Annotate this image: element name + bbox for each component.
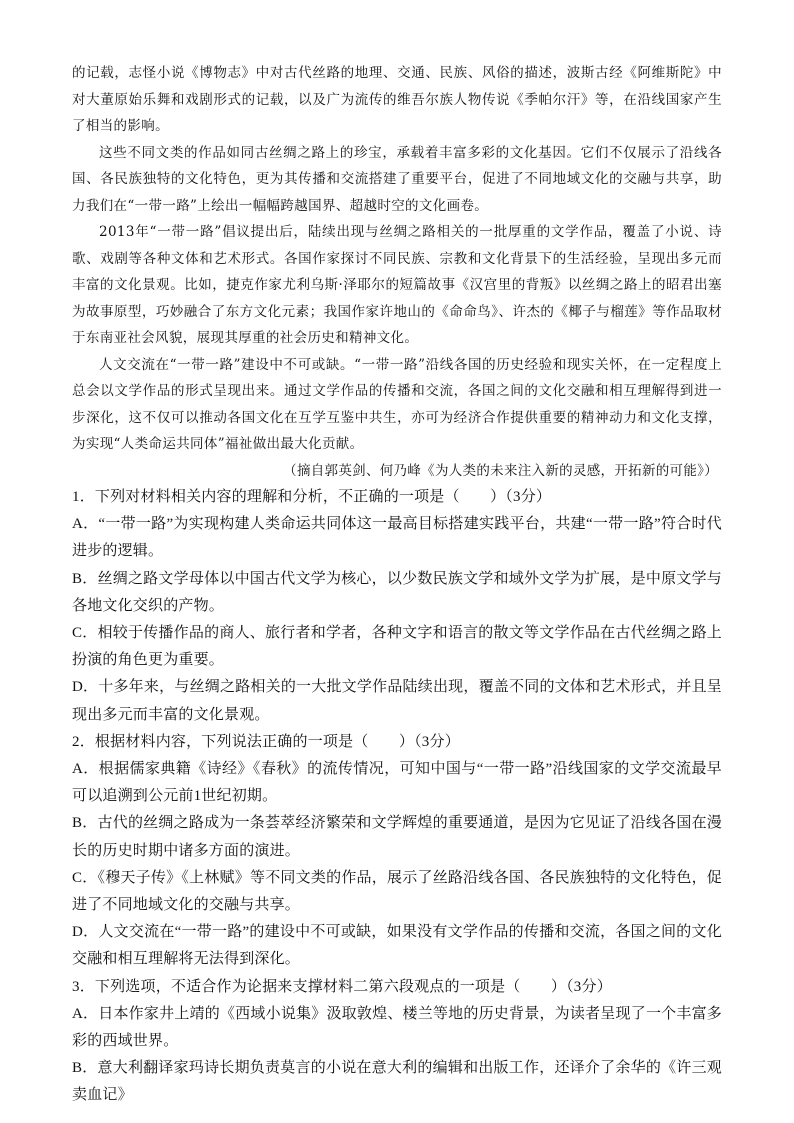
passage-paragraph: 这些不同文类的作品如同古丝绸之路上的珍宝，承载着丰富多彩的文化基因。它们不仅展示了沿线各国、各民族独特的文化特色，更为其传播和交流搭建了重要平台，促进了不同地域文化的交融与共享，助力我们在“一带一路”上绘出一幅幅跨越国界、超越时空的文化画卷。 bbox=[72, 144, 722, 214]
option-b: B．丝绸之路文学母体以中国古代文学为核心，以少数民族文学和域外文学为扩展，是中原文学与各地文化交织的产物。 bbox=[72, 570, 722, 614]
passage-paragraph: 的记载，志怪小说《博物志》中对古代丝路的地理、交通、民族、风俗的描述，波斯古经《阿维斯陀》中对大董原始乐舞和戏剧形式的记载，以及广为流传的维吾尔族人物传说《季帕尔汗》等，在沿线国家产生了相当的影响。 bbox=[72, 65, 722, 134]
option-c: C．《穆天子传》《上林赋》等不同文类的作品，展示了丝路沿线各国、各民族独特的文化特色，促进了不同地域文化的交融与共享。 bbox=[72, 869, 722, 914]
question-list bbox=[72, 484, 722, 1110]
reading-passage bbox=[72, 60, 722, 484]
option-d: D．十多年来，与丝绸之路相关的一大批文学作品陆续出现，覆盖不同的文体和艺术形式，并且呈现出多元而丰富的文化景观。 bbox=[72, 679, 722, 723]
option-b: B．意大利翻译家玛诗长期负责莫言的小说在意大利的编辑和出版工作，还译介了余华的《许三观卖血记》 bbox=[72, 1060, 722, 1104]
option-a: A．日本作家井上靖的《西域小说集》汲取敦煌、楼兰等地的历史背景，为读者呈现了一个丰富多彩的西域世界。 bbox=[72, 1005, 722, 1050]
option-b: B．古代的丝绸之路成为一条荟萃经济繁荣和文学辉煌的重要通道，是因为它见证了沿线各国在漫长的历史时期中诸多方面的演进。 bbox=[72, 815, 722, 859]
option-d: D．人文交流在“一带一路”的建设中不可或缺，如果没有文学作品的传播和交流，各国之间的文化交融和相互理解将无法得到深化。 bbox=[72, 924, 722, 968]
question-stem: 3．下列选项，不适合作为论据来支撑材料二第六段观点的一项是（ ）（3分） bbox=[72, 978, 612, 995]
question-stem: 1．下列对材料相关内容的理解和分析，不正确的一项是（ ）（3分） bbox=[72, 489, 552, 505]
question-stem: 2．根据材料内容，下列说法正确的一项是（ ）（3分） bbox=[72, 733, 460, 750]
option-a: A．“一带一路”为实现构建人类命运共同体这一最高目标搭建实践平台，共建“一带一路”符合时代进步的逻辑。 bbox=[72, 516, 722, 560]
question-1 bbox=[72, 484, 722, 729]
question-3 bbox=[72, 974, 722, 1110]
question-2 bbox=[72, 729, 722, 974]
passage-paragraph: 人文交流在“一带一路”建设中不可或缺。“一带一路”沿线各国的历史经验和现实关怀，在一定程度上总会以文学作品的形式呈现出来。通过文学作品的传播和交流，各国之间的文化交融和相互理解得到进一步深化，这不仅可以推动各国文化在互学互鉴中共生，亦可为经济合作提供重要的精神动力和文化支撑，为实现“人类命运共同体”福祉做出最大化贡献。 bbox=[72, 356, 722, 452]
passage-paragraph: 2013年“一带一路”倡议提出后，陆续出现与丝绸之路相关的一批厚重的文学作品，覆盖了小说、诗歌、戏剧等各种文体和艺术形式。各国作家探讨不同民族、宗教和文化背景下的生活经验，呈现出多元而丰富的文化景观。比如，捷克作家尤利乌斯·泽耶尔的短篇故事《汉宫里的背叛》以丝绸之路上的昭君出塞为故事原型，巧妙融合了东方文化元素；我国作家许地山的《命命鸟》、许杰的《椰子与榴莲》等作品取材于东南亚社会风貌，展现其厚重的社会历史和精神文化。 bbox=[72, 224, 722, 346]
passage-source: （摘自郭英剑、何乃峰《为人类的未来注入新的灵感，开拓新的可能》） bbox=[283, 462, 718, 479]
option-a: A．根据儒家典籍《诗经》《春秋》的流传情况，可知中国与“一带一路”沿线国家的文学交流最早可以追溯到公元前1世纪初期。 bbox=[72, 761, 722, 805]
option-c: C．相较于传播作品的商人、旅行者和学者，各种文字和语言的散文等文学作品在古代丝绸之路上扮演的角色更为重要。 bbox=[72, 625, 722, 669]
